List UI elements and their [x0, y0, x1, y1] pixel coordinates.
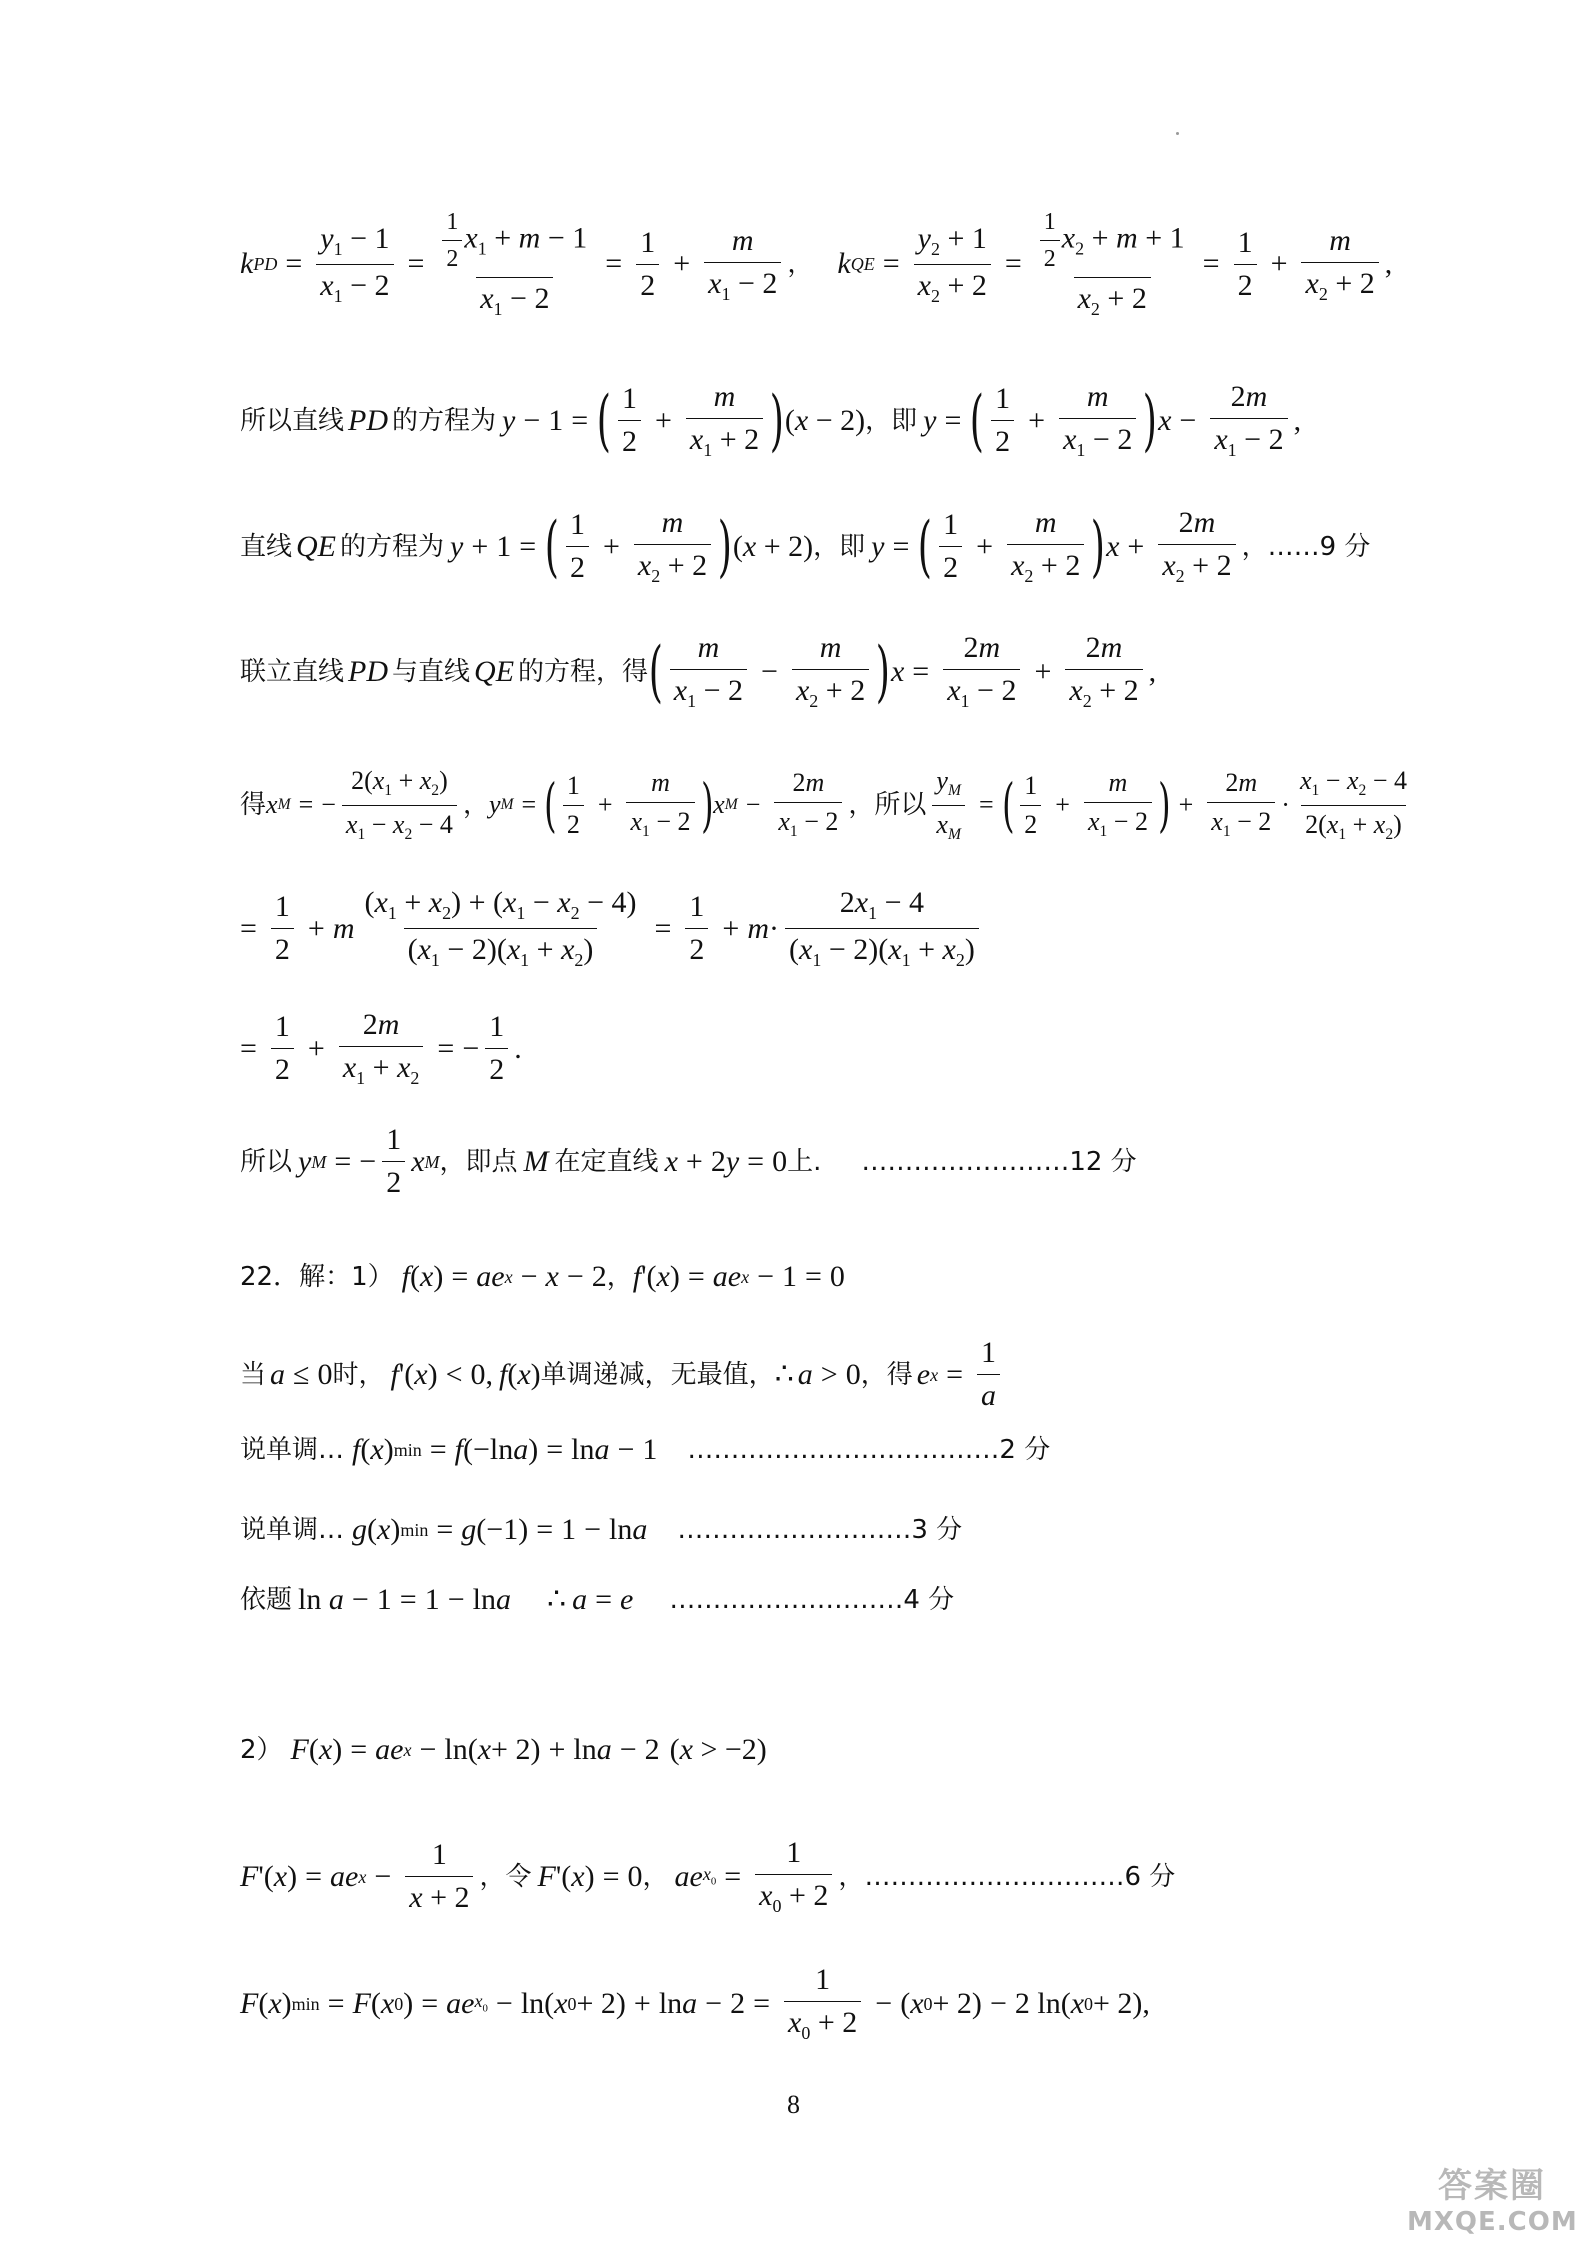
text-fangcheng: 的方程为	[392, 405, 497, 436]
slope-equations-line: k PD = $\frac{y_1 - 1}{x_1 - 2}$ = $\frac{1}{2}$ $x_1 + m - 1$ $x_1 - 2$ = $\frac{1}{2}$ + $\frac{m}{x_1 - 2}$ ， k QE = $\frac{y_2 + 1}{x_2 + 2}$ = $\frac{1}{2}$ $x_2 + m + 1$ $x_2 + 2$ = $\frac{1}{2}$ + $\frac{m}{x_2 + 2}$ ,	[240, 209, 1393, 319]
therefore-symbol: ∴	[774, 1357, 794, 1391]
derivative-F-line: F '( x ) = ae x − $\frac{1}{x + 2}$ ， 令 F '( x ) = 0 ， ae $x_0$ = $\frac{1}{x_0 + 2}$ ， …………………………6 分	[240, 1836, 1176, 1916]
comma: ，	[838, 1861, 865, 1892]
text-dandiao: 单调递减，无最值，	[540, 1359, 775, 1390]
page-number: 8	[787, 2090, 800, 2119]
score-6: …………………………6 分	[864, 1861, 1176, 1892]
part-2-label: 2）	[240, 1735, 283, 1765]
f-min-line: 说单调… f ( x ) min = f (−ln a ) = ln a − 1 ………………………………2 分	[240, 1433, 1051, 1466]
text-zhixian: 直线	[240, 531, 293, 562]
problem-22-line: 22．解：1） f ( x ) = ae x − x − 2 ， f '( x ) = ae x − 1 = 0	[240, 1260, 845, 1293]
case-a-line: 当 a ≤ 0 时， f '( x ) < 0, f ( x ) 单调递减，无最值， ∴ a > 0 ， 得 e x = $\frac{1}{a}$	[240, 1338, 1006, 1411]
yiti-line: 依题 ln a − 1 = 1 − ln a ∴ a = e ………………………4 分	[240, 1583, 955, 1616]
comma: ，	[813, 531, 840, 562]
text-fangcheng: 的方程为	[340, 531, 445, 562]
comma: ，	[848, 790, 875, 821]
text-shi: 时，	[332, 1359, 385, 1390]
comma: ，	[787, 249, 814, 279]
comma: ，	[860, 1359, 887, 1390]
text-jidian: 即点	[465, 1146, 518, 1177]
text-lianli: 联立直线	[240, 656, 345, 687]
F-min-line: F ( x ) min = F ( x 0 ) = ae $x_0$ − ln( x 0 + 2) + ln a − 2 = $\frac{1}{x_0 + 2}$ − ( x 0 + 2) − 2 ln( x 0 + 2),	[240, 1963, 1150, 2043]
part-2-line: 2） F ( x ) = ae x − ln( x + 2) + ln a − 2 (x > −2)	[240, 1733, 767, 1766]
watermark	[1407, 2158, 1577, 2237]
text-ji: 即	[839, 531, 866, 562]
text-suoyi: 所以	[874, 790, 927, 821]
text-zhixian: 直线	[292, 405, 345, 436]
xm-ym-line: 得 x M = − $\frac{2(x_1 + x_2)}{x_1 - x_2 - 4}$ ， y M = ( $\frac{1}{2}$ + $\frac{m}{x_1 - 2}$ ) x M − $\frac{2m}{x_1 - 2}$ ， 所以 $\frac{y_M}{x_M}$ = ( $\frac{1}{2}$ + $\frac{m}{x_1 - 2}$ ) + $\frac{2m}{x_1 - 2}$ · $\frac{x_1 - x_2 - 4}{2(x_1 + x_2)}$	[240, 766, 1407, 843]
text-shuodandiao: 说单调…	[240, 1435, 345, 1465]
comma: ，	[642, 1861, 669, 1892]
text-de: 得	[240, 790, 267, 821]
comma: ，	[606, 1262, 633, 1292]
text-ji: 即	[891, 405, 918, 436]
simplify-line-2: = $\frac{1}{2}$ + $\frac{2m}{x_1 + x_2}$ = − $\frac{1}{2}$ .	[240, 1008, 522, 1088]
line-qe-equation: 直线 QE 的方程为 y + 1 = ( $\frac{1}{2}$ + $\frac{m}{x_2 + 2}$ ) (x + 2) ， 即 y = ( $\frac{1}{2}$ + $\frac{m}{x_2 + 2}$ ) x + $\frac{2m}{x_2 + 2}$ ， ……9 分	[240, 506, 1371, 586]
watermark-logo: 答案圈	[1438, 2166, 1546, 2206]
combine-equations-line: 联立直线 PD 与直线 QE 的方程，得 ( $\frac{m}{x_1 - 2}$ − $\frac{m}{x_2 + 2}$ ) x = $\frac{2m}{x_1 - 2}$ + $\frac{2m}{x_2 + 2}$ ,	[240, 631, 1157, 711]
text-ling: 令	[505, 1861, 532, 1892]
text-dingzhixian: 在定直线	[554, 1146, 659, 1177]
watermark-url: MXQE.COM	[1407, 2207, 1578, 2237]
text-shang: 上.	[787, 1146, 822, 1177]
comma: ，	[865, 405, 892, 436]
line-pd-equation: 所以 直线 PD 的方程为 y − 1 = ( $\frac{1}{2}$ + $\frac{m}{x_1 + 2}$ ) (x − 2) ， 即 y = ( $\frac{1}{2}$ + $\frac{m}{x_1 - 2}$ ) x − $\frac{2m}{x_1 - 2}$ ,	[240, 380, 1302, 460]
score-12: ……………………12 分	[861, 1146, 1137, 1177]
scan-speck	[1176, 132, 1179, 135]
g-min-line: 说单调… g ( x ) min = g (−1) = 1 − ln a ………………………3 分	[240, 1513, 963, 1546]
text-suoyi: 所以	[240, 405, 293, 436]
text-shuodandiao: 说单调…	[240, 1515, 345, 1545]
text-dang: 当	[240, 1359, 267, 1390]
score-4: ………………………4 分	[669, 1585, 955, 1615]
problem-22-label: 22．解：1）	[240, 1262, 394, 1292]
comma: ，	[462, 790, 489, 821]
comma: ，	[1241, 531, 1268, 562]
therefore-symbol: ∴	[546, 1583, 567, 1616]
score-3: ………………………3 分	[677, 1515, 963, 1545]
text-de: 得	[886, 1359, 913, 1390]
text-suoyi: 所以	[240, 1146, 293, 1177]
comma: ，	[439, 1146, 466, 1177]
conclusion-line: 所以 y M = − $\frac{1}{2}$ x M ， 即点 M 在定直线 x + 2 y = 0 上. ……………………12 分	[240, 1123, 1137, 1199]
score-2: ………………………………2 分	[687, 1435, 1051, 1465]
text-fangcheng-de: 的方程，得	[518, 656, 649, 687]
text-yiti: 依题	[240, 1585, 293, 1615]
comma: ，	[479, 1861, 506, 1892]
score-9: ……9 分	[1267, 531, 1371, 562]
text-yu-zhixian: 与直线	[392, 656, 471, 687]
simplify-line-1: = $\frac{1}{2}$ + m $\frac{(x_1 + x_2) + (x_1 - x_2 - 4)}{(x_1 - 2)(x_1 + x_2)}$ = $\frac{1}{2}$ + m · $\frac{2x_1 - 4}{(x_1 - 2)(x_1 + x_2)}$	[240, 888, 985, 969]
